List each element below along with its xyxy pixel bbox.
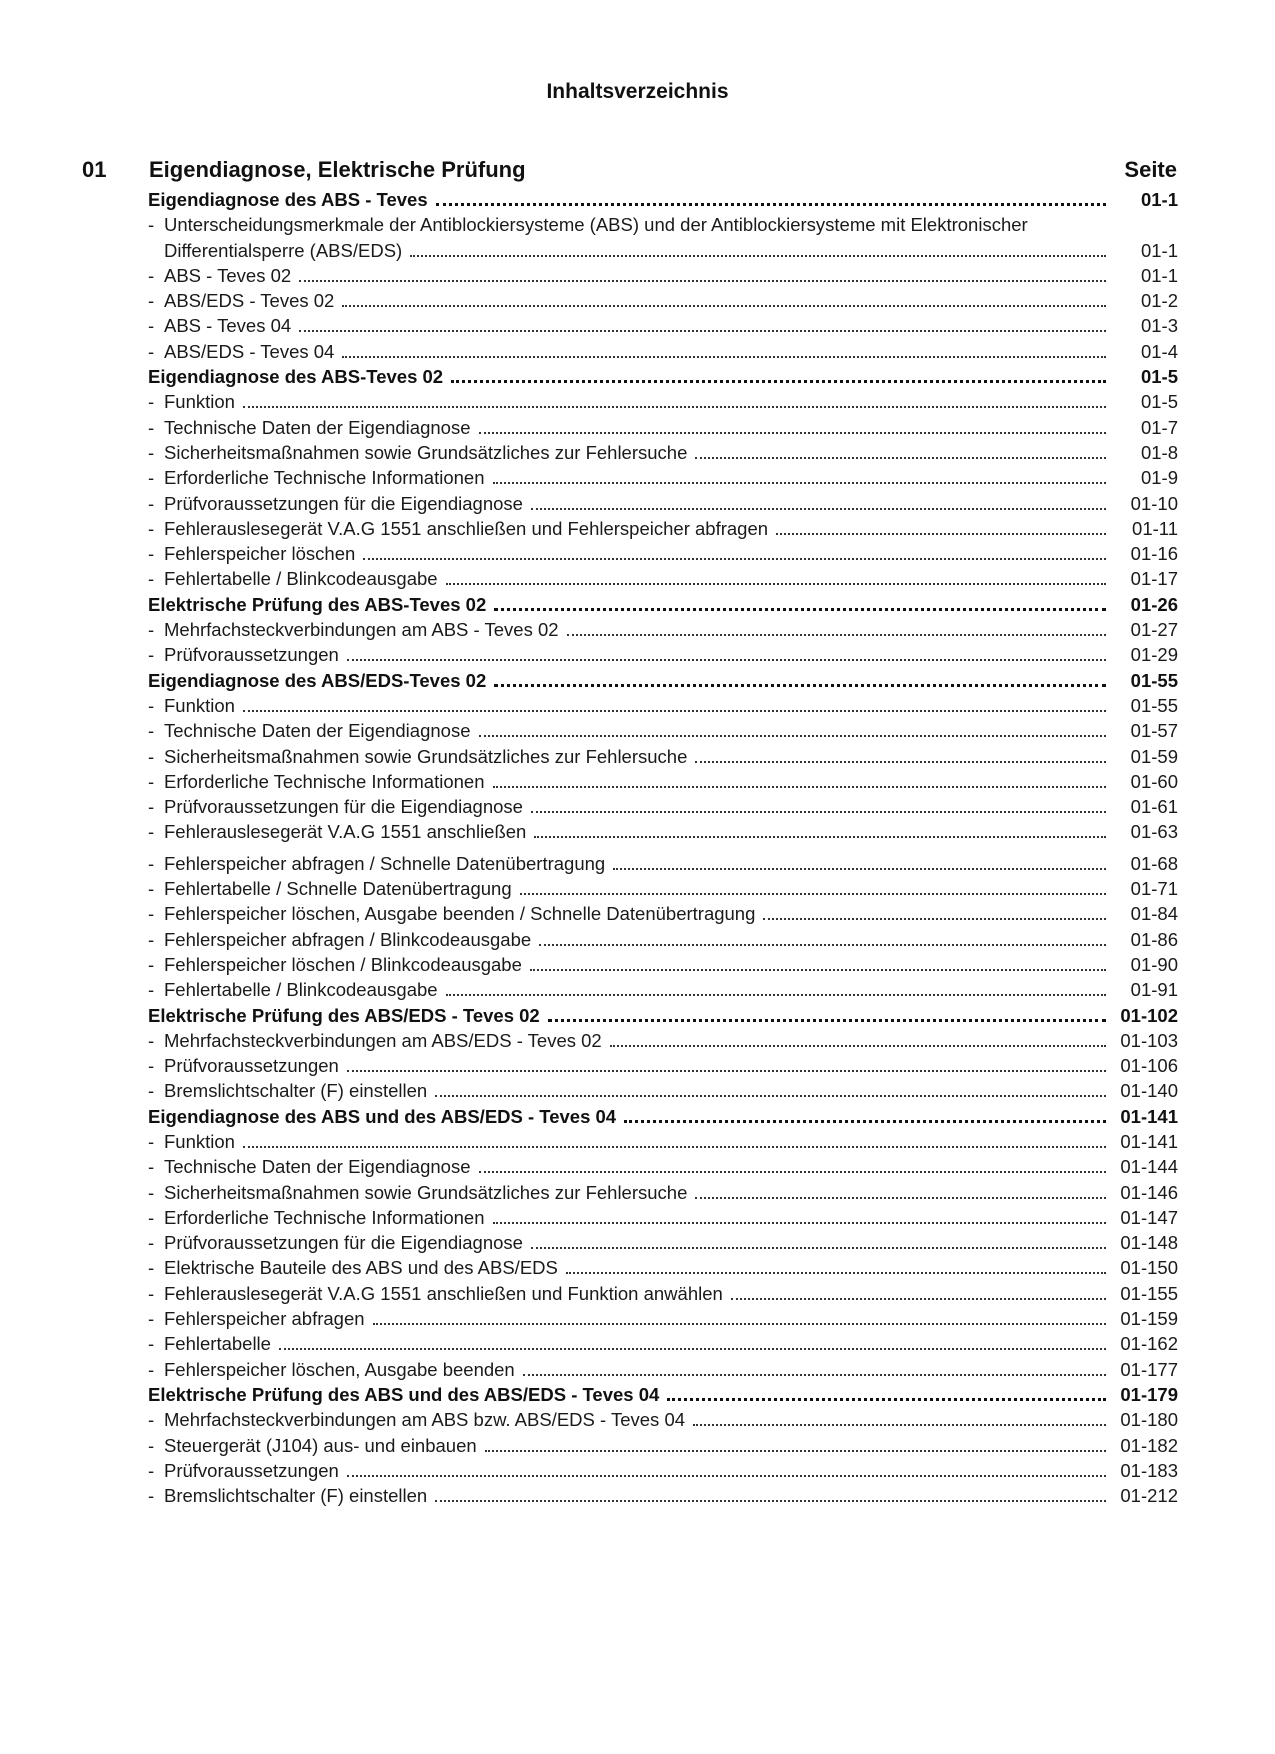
toc-label: Bremslichtschalter (F) einstellen (164, 1485, 428, 1507)
toc-bullet: - (148, 290, 155, 312)
dot-leader (436, 203, 1106, 206)
toc-entry (148, 467, 1178, 492)
dot-leader (493, 786, 1107, 788)
toc-entry (148, 619, 1178, 644)
toc-bullet: - (148, 340, 155, 362)
dot-leader (530, 969, 1106, 971)
dot-leader (763, 918, 1106, 920)
toc-bullet: - (148, 903, 155, 925)
toc-page-number: 01-86 (1130, 928, 1178, 950)
toc-entry (148, 1232, 1178, 1257)
toc-heading (148, 1106, 1178, 1131)
page-column-header: Seite (1124, 157, 1177, 182)
toc-entry (148, 315, 1178, 340)
toc-label: Prüfvoraussetzungen für die Eigendiagnose (164, 796, 523, 818)
dot-leader (695, 457, 1106, 459)
dot-leader (299, 330, 1106, 332)
toc-label: Funktion (164, 694, 235, 716)
toc-page-number: 01-71 (1130, 878, 1178, 900)
toc-page-number: 01-91 (1130, 979, 1178, 1001)
toc-page-number: 01-182 (1120, 1434, 1178, 1456)
toc-page-number: 01-1 (1140, 239, 1178, 261)
toc-bullet: - (148, 1181, 155, 1203)
dot-leader (243, 710, 1106, 712)
dot-leader (446, 994, 1106, 996)
toc-bullet: - (148, 745, 155, 767)
toc-entry (148, 1257, 1178, 1282)
toc-entry (148, 568, 1178, 593)
toc-bullet: - (148, 1308, 155, 1330)
toc-page-number: 01-2 (1140, 290, 1178, 312)
toc-page-number: 01-84 (1130, 903, 1178, 925)
toc-entry (148, 265, 1178, 290)
toc-page-number: 01-4 (1140, 340, 1178, 362)
toc-entry (148, 746, 1178, 771)
dot-leader (347, 659, 1106, 661)
toc-label: Eigendiagnose des ABS und des ABS/EDS - Teves 04 (148, 1105, 617, 1127)
toc-page-number: 01-90 (1130, 953, 1178, 975)
toc-bullet: - (148, 1055, 155, 1077)
toc-label: ABS - Teves 04 (164, 315, 292, 337)
dot-leader (451, 380, 1106, 383)
toc-page-number: 01-3 (1140, 315, 1178, 337)
toc-bullet: - (148, 1156, 155, 1178)
dot-leader (494, 684, 1106, 687)
toc-label: Differentialsperre (ABS/EDS) (164, 239, 403, 261)
dot-leader (494, 608, 1106, 611)
toc-label: Mehrfachsteckverbindungen am ABS bzw. ABS/EDS - Teves 04 (164, 1409, 686, 1431)
toc-bullet: - (148, 619, 155, 641)
toc-page-number: 01-144 (1120, 1156, 1178, 1178)
toc-label: ABS/EDS - Teves 04 (164, 340, 335, 362)
toc-label: Fehlerauslesegerät V.A.G 1551 anschließen (164, 821, 527, 843)
toc-label: Prüfvoraussetzungen (164, 644, 339, 666)
dot-leader (610, 1045, 1106, 1047)
toc-bullet: - (148, 1232, 155, 1254)
toc-label: Fehlertabelle / Schnelle Datenübertragung (164, 878, 512, 900)
toc-page-number: 01-57 (1130, 720, 1178, 742)
toc-page-number: 01-148 (1120, 1232, 1178, 1254)
toc-entry (148, 1182, 1178, 1207)
toc-entry (148, 796, 1178, 821)
toc-label: Elektrische Prüfung des ABS-Teves 02 (148, 593, 487, 615)
toc-label: Eigendiagnose des ABS/EDS-Teves 02 (148, 669, 487, 691)
toc-label: Fehlertabelle (164, 1333, 271, 1355)
toc-label: Erforderliche Technische Informationen (164, 467, 485, 489)
toc-entry (148, 1460, 1178, 1485)
toc-bullet: - (148, 644, 155, 666)
toc-label: Technische Daten der Eigendiagnose (164, 1156, 471, 1178)
dot-leader (548, 1019, 1106, 1022)
toc-label: Funktion (164, 1130, 235, 1152)
toc-bullet: - (148, 1206, 155, 1228)
dot-leader (695, 761, 1106, 763)
dot-leader (446, 583, 1106, 585)
toc-label: Fehlerspeicher abfragen (164, 1308, 365, 1330)
toc-label: Mehrfachsteckverbindungen am ABS/EDS - Teves 02 (164, 1029, 602, 1051)
toc-page-number: 01-147 (1120, 1206, 1178, 1228)
toc-entry (148, 720, 1178, 745)
toc-entry (148, 1308, 1178, 1333)
toc-page-number: 01-17 (1130, 568, 1178, 590)
toc-entry (148, 417, 1178, 442)
toc-heading (148, 670, 1178, 695)
toc-page-number: 01-26 (1130, 593, 1178, 615)
toc-bullet: - (148, 1459, 155, 1481)
dot-leader (485, 1450, 1106, 1452)
toc-bullet: - (148, 1333, 155, 1355)
toc-label: Prüfvoraussetzungen für die Eigendiagnose (164, 1232, 523, 1254)
toc-page-number: 01-141 (1120, 1105, 1178, 1127)
toc-entry (148, 290, 1178, 315)
toc-heading (148, 189, 1178, 214)
dot-leader (347, 1475, 1106, 1477)
toc-label: Fehlertabelle / Blinkcodeausgabe (164, 979, 438, 1001)
toc-label: Eigendiagnose des ABS - Teves (148, 189, 428, 210)
toc-label: Fehlerspeicher löschen, Ausgabe beenden (164, 1358, 515, 1380)
dot-leader (624, 1120, 1106, 1123)
toc-entry (148, 979, 1178, 1004)
toc-page-number: 01-63 (1130, 821, 1178, 843)
toc-page-number: 01-27 (1130, 619, 1178, 641)
toc-entry (148, 695, 1178, 720)
toc-label: Eigendiagnose des ABS-Teves 02 (148, 366, 444, 388)
toc-entry (148, 1435, 1178, 1460)
toc-label: Funktion (164, 391, 235, 413)
dot-leader (613, 868, 1106, 870)
toc-page-number: 01-183 (1120, 1459, 1178, 1481)
dot-leader (342, 305, 1106, 307)
toc-label: Elektrische Bauteile des ABS und des ABS/EDS (164, 1257, 558, 1279)
toc-bullet: - (148, 1409, 155, 1431)
toc-page-number: 01-55 (1130, 694, 1178, 716)
toc-bullet: - (148, 821, 155, 843)
dot-leader (243, 1146, 1106, 1148)
toc-label: Elektrische Prüfung des ABS und des ABS/EDS - Teves 04 (148, 1383, 660, 1405)
toc-bullet: - (148, 979, 155, 1001)
toc-bullet: - (148, 770, 155, 792)
toc-entry (148, 214, 1178, 239)
toc-entry (148, 878, 1178, 903)
toc-entry (148, 1409, 1178, 1434)
toc-page-number: 01-177 (1120, 1358, 1178, 1380)
dot-leader (299, 280, 1106, 282)
toc-page-number: 01-103 (1120, 1029, 1178, 1051)
toc-label: Technische Daten der Eigendiagnose (164, 416, 471, 438)
toc-bullet: - (148, 1358, 155, 1380)
toc-page-number: 01-155 (1120, 1282, 1178, 1304)
toc-entry (148, 1359, 1178, 1384)
toc-bullet: - (148, 852, 155, 874)
toc-label: Prüfvoraussetzungen (164, 1055, 339, 1077)
toc-page-number: 01-162 (1120, 1333, 1178, 1355)
dot-leader (531, 811, 1106, 813)
toc-page-number: 01-9 (1140, 467, 1178, 489)
toc-page-number: 01-1 (1140, 189, 1178, 210)
toc-bullet: - (148, 796, 155, 818)
toc-bullet: - (148, 391, 155, 413)
toc-bullet: - (148, 568, 155, 590)
toc-page-number: 01-212 (1120, 1485, 1178, 1507)
dot-leader (479, 1171, 1107, 1173)
toc-entry (148, 1080, 1178, 1105)
toc-label: Fehlerspeicher löschen (164, 543, 356, 565)
toc-page-number: 01-11 (1132, 517, 1178, 539)
toc-bullet: - (148, 1257, 155, 1279)
toc-bullet: - (148, 720, 155, 742)
toc-label: Fehlerspeicher löschen, Ausgabe beenden / Schnelle Datenübertragung (164, 903, 756, 925)
toc-page-number: 01-106 (1120, 1055, 1178, 1077)
toc-page-number: 01-179 (1120, 1383, 1178, 1405)
toc-label: Fehlerauslesegerät V.A.G 1551 anschließen und Fehlerspeicher abfragen (164, 517, 769, 539)
toc-entry (148, 1030, 1178, 1055)
toc-label: Sicherheitsmaßnahmen sowie Grundsätzliches zur Fehlersuche (164, 745, 688, 767)
toc-label: Erforderliche Technische Informationen (164, 770, 485, 792)
toc-heading (148, 1384, 1178, 1409)
toc-page-number: 01-7 (1140, 416, 1178, 438)
toc-entry (148, 493, 1178, 518)
dot-leader (363, 558, 1106, 560)
toc-label: ABS/EDS - Teves 02 (164, 290, 335, 312)
dot-leader (523, 1374, 1106, 1376)
toc-bullet: - (148, 694, 155, 716)
toc-page-number: 01-146 (1120, 1181, 1178, 1203)
toc-entry (148, 929, 1178, 954)
dot-leader (373, 1323, 1106, 1325)
dot-leader (693, 1424, 1106, 1426)
toc-page-number: 01-5 (1140, 366, 1178, 388)
toc-label: Unterscheidungsmerkmale der Antiblockiersysteme (ABS) und der Antiblockiersysteme mit Elektronischer (164, 214, 1028, 236)
toc-entry (148, 771, 1178, 796)
toc-entry (148, 1131, 1178, 1156)
toc-heading (148, 1005, 1178, 1030)
table-of-contents (148, 189, 1178, 1510)
dot-leader (243, 406, 1106, 408)
toc-bullet: - (148, 1485, 155, 1507)
dot-leader (342, 356, 1106, 358)
toc-entry (148, 341, 1178, 366)
dot-leader (531, 1247, 1106, 1249)
toc-bullet: - (148, 517, 155, 539)
toc-page-number: 01-8 (1140, 441, 1178, 463)
toc-bullet: - (148, 441, 155, 463)
toc-page-number: 01-16 (1130, 543, 1178, 565)
dot-leader (534, 836, 1106, 838)
toc-label: Fehlerspeicher abfragen / Blinkcodeausgabe (164, 928, 532, 950)
toc-page-number: 01-180 (1120, 1409, 1178, 1431)
toc-page-number: 01-61 (1130, 796, 1178, 818)
toc-label: Prüfvoraussetzungen (164, 1459, 339, 1481)
toc-page-number: 01-5 (1140, 391, 1178, 413)
toc-entry (148, 543, 1178, 568)
toc-label: ABS - Teves 02 (164, 264, 292, 286)
toc-page-number: 01-59 (1130, 745, 1178, 767)
section-number: 01 (82, 157, 107, 182)
toc-bullet: - (148, 416, 155, 438)
toc-label: Sicherheitsmaßnahmen sowie Grundsätzliches zur Fehlersuche (164, 1181, 688, 1203)
dot-leader (520, 893, 1106, 895)
toc-label: Sicherheitsmaßnahmen sowie Grundsätzliches zur Fehlersuche (164, 441, 688, 463)
dot-leader (493, 1222, 1107, 1224)
toc-page-number: 01-140 (1120, 1080, 1178, 1102)
dot-leader (567, 634, 1106, 636)
toc-label: Erforderliche Technische Informationen (164, 1206, 485, 1228)
toc-entry (148, 903, 1178, 928)
toc-bullet: - (148, 1434, 155, 1456)
toc-bullet: - (148, 928, 155, 950)
dot-leader (539, 944, 1106, 946)
toc-page-number: 01-1 (1140, 264, 1178, 286)
dot-leader (279, 1348, 1106, 1350)
toc-bullet: - (148, 264, 155, 286)
toc-entry (148, 518, 1178, 543)
toc-page-number: 01-68 (1130, 852, 1178, 874)
toc-entry (148, 1055, 1178, 1080)
toc-entry (148, 240, 1178, 265)
toc-label: Prüfvoraussetzungen für die Eigendiagnose (164, 492, 523, 514)
toc-bullet: - (148, 1130, 155, 1152)
toc-page-number: 01-150 (1120, 1257, 1178, 1279)
toc-entry (148, 1485, 1178, 1510)
toc-bullet: - (148, 878, 155, 900)
dot-leader (695, 1197, 1106, 1199)
toc-label: Fehlertabelle / Blinkcodeausgabe (164, 568, 438, 590)
toc-bullet: - (148, 467, 155, 489)
dot-leader (531, 508, 1106, 510)
dot-leader (435, 1500, 1106, 1502)
toc-page-number: 01-60 (1130, 770, 1178, 792)
dot-leader (776, 533, 1106, 535)
dot-leader (731, 1298, 1106, 1300)
dot-leader (667, 1398, 1106, 1401)
dot-leader (479, 735, 1107, 737)
toc-page-number: 01-55 (1130, 669, 1178, 691)
toc-label: Mehrfachsteckverbindungen am ABS - Teves 02 (164, 619, 559, 641)
toc-entry (148, 1333, 1178, 1358)
toc-entry (148, 1283, 1178, 1308)
toc-bullet: - (148, 492, 155, 514)
toc-label: Bremslichtschalter (F) einstellen (164, 1080, 428, 1102)
toc-page-number: 01-159 (1120, 1308, 1178, 1330)
toc-bullet: - (148, 1282, 155, 1304)
toc-bullet: - (148, 1029, 155, 1051)
toc-label: Steuergerät (J104) aus- und einbauen (164, 1434, 477, 1456)
dot-leader (435, 1095, 1106, 1097)
toc-label: Fehlerauslesegerät V.A.G 1551 anschließen und Funktion anwählen (164, 1282, 723, 1304)
dot-leader (493, 482, 1107, 484)
toc-page-number: 01-102 (1120, 1004, 1178, 1026)
toc-entry (148, 1156, 1178, 1181)
toc-page-number: 01-29 (1130, 644, 1178, 666)
toc-page-number: 01-141 (1120, 1130, 1178, 1152)
dot-leader (347, 1070, 1106, 1072)
toc-label: Fehlerspeicher abfragen / Schnelle Datenübertragung (164, 852, 606, 874)
toc-entry (148, 442, 1178, 467)
toc-label: Fehlerspeicher löschen / Blinkcodeausgabe (164, 953, 522, 975)
toc-page-number: 01-10 (1130, 492, 1178, 514)
toc-heading (148, 594, 1178, 619)
dot-leader (479, 432, 1107, 434)
toc-label: Technische Daten der Eigendiagnose (164, 720, 471, 742)
toc-bullet: - (148, 1080, 155, 1102)
dot-leader (410, 255, 1106, 257)
toc-bullet: - (148, 214, 155, 236)
toc-entry (148, 644, 1178, 669)
toc-entry (148, 391, 1178, 416)
toc-entry (148, 954, 1178, 979)
toc-bullet: - (148, 953, 155, 975)
dot-leader (566, 1272, 1106, 1274)
toc-label: Elektrische Prüfung des ABS/EDS - Teves 02 (148, 1004, 540, 1026)
page-title: Inhaltsverzeichnis (546, 80, 729, 103)
toc-entry (148, 821, 1178, 846)
toc-entry (148, 1207, 1178, 1232)
toc-entry (148, 853, 1178, 878)
toc-bullet: - (148, 543, 155, 565)
section-title: Eigendiagnose, Elektrische Prüfung (149, 157, 526, 182)
toc-bullet: - (148, 315, 155, 337)
toc-heading (148, 366, 1178, 391)
